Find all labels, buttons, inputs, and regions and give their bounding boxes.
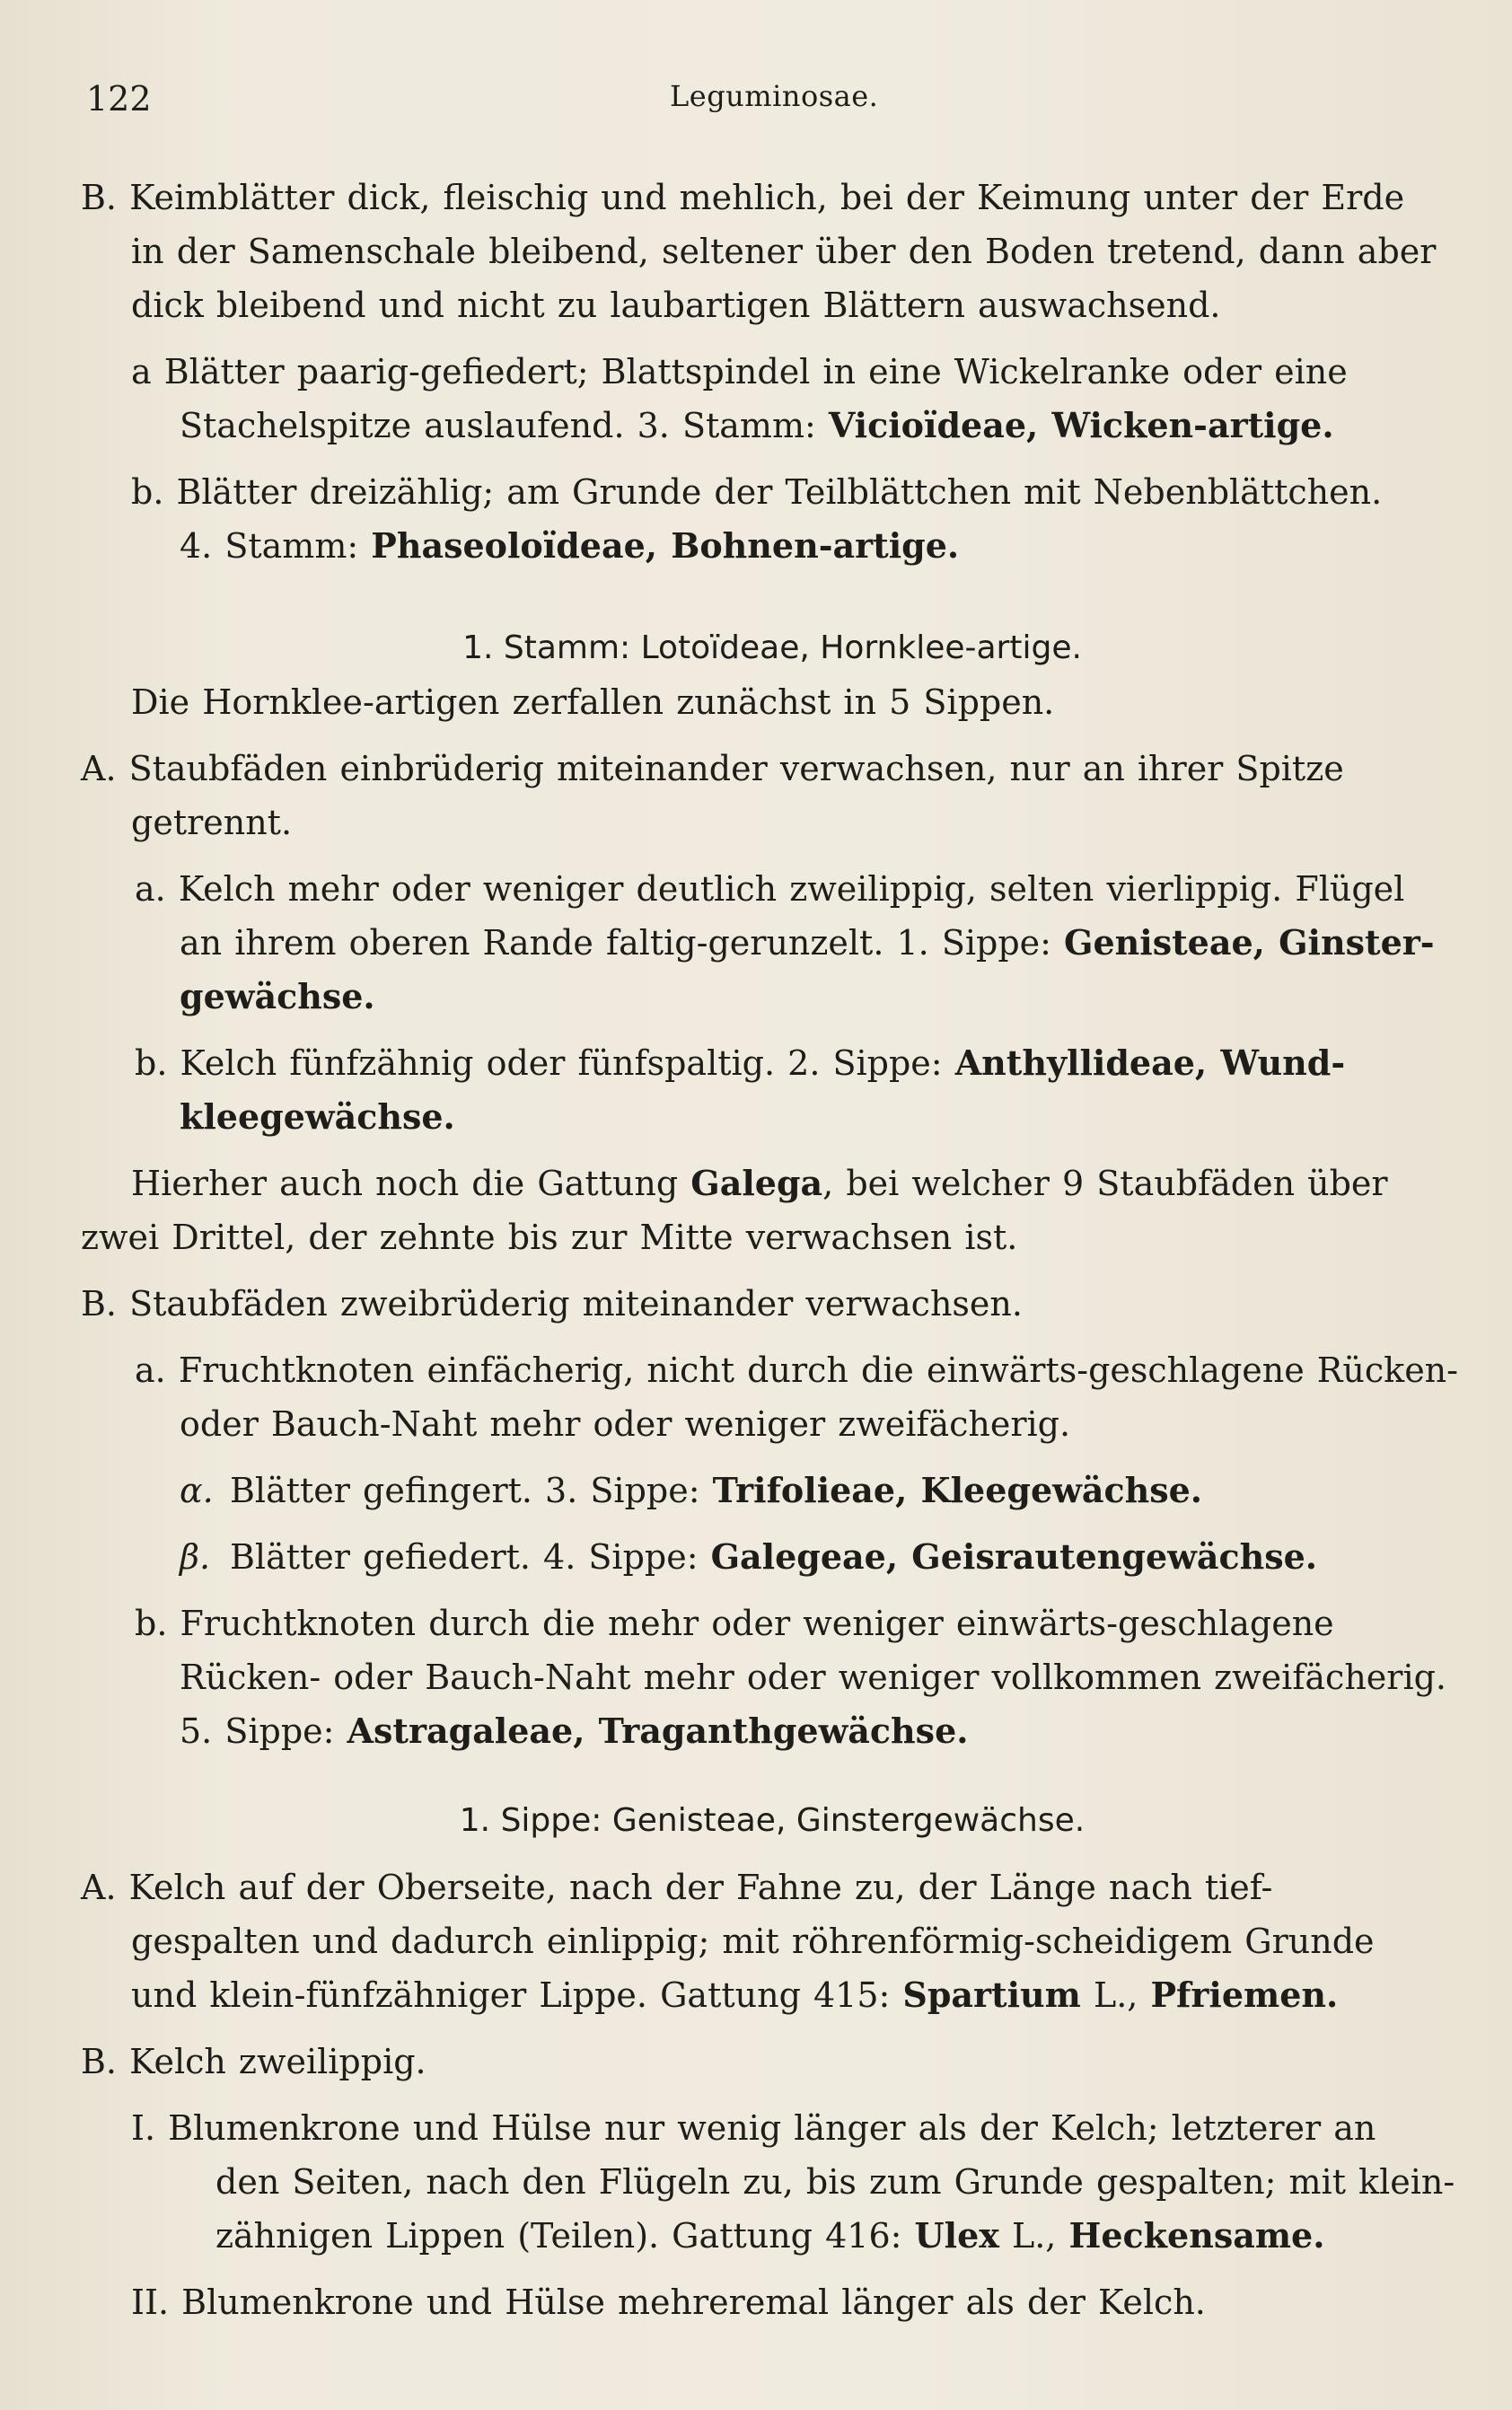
line-text: b. Kelch fünfzähnig oder fünfspaltig. 2. Sippe:: [135, 1043, 955, 1083]
taxon-name: Phaseoloïdeae, Bohnen-artige.: [371, 525, 960, 566]
line-text: zähnigen Lippen (Teilen). Gattung 416:: [215, 2216, 915, 2256]
line-text: Stachelspitze auslaufend. 3. Stamm:: [180, 406, 829, 445]
text-line: [81, 1464, 1464, 1517]
text-line: II. Blumenkrone und Hülse mehreremal länger als der Kelch.: [131, 2282, 1206, 2322]
taxon-name: Galegeae, Geisrautengewächse.: [710, 1536, 1318, 1577]
text-line: [81, 1704, 1464, 1758]
text-line: a Blätter paarig-gefiedert; Blattspindel in eine Wickelranke oder eine: [131, 352, 1348, 391]
text-line: B. Staubfäden zweibrüderig miteinander verwachsen.: [81, 1284, 1023, 1324]
text-line: A. Staubfäden einbrüderig miteinander verwachsen, nur an ihrer Spitze: [81, 749, 1344, 788]
line-text: 5. Sippe:: [180, 1711, 347, 1751]
page-number: 122: [86, 79, 152, 119]
text-line: den Seiten, nach den Flügeln zu, bis zum Grunde gespalten; mit klein-: [215, 2162, 1455, 2202]
line-text: Blätter gefingert. 3. Sippe:: [230, 1471, 713, 1510]
taxon-name: Anthyllideae, Wund-: [954, 1042, 1346, 1083]
taxon-name: kleegewächse.: [180, 1096, 455, 1137]
line-text: , bei welcher 9 Staubfäden über: [822, 1164, 1388, 1203]
line-text: L.,: [1080, 1975, 1151, 2015]
line-text: und klein-fünfzähniger Lippe. Gattung 415:: [131, 1975, 903, 2015]
genus-name: Ulex: [914, 2215, 999, 2256]
common-name: Pfriemen.: [1150, 1975, 1339, 2015]
page-body: [81, 171, 1464, 2329]
section-heading: 1. Sippe: Genisteae, Ginstergewächse.: [459, 1802, 1086, 1839]
text-line: in der Samenschale bleibend, seltener über den Boden tretend, dann aber: [131, 232, 1437, 271]
text-line: [81, 1530, 1464, 1584]
text-line: b. Blätter dreizählig; am Grunde der Teilblättchen mit Nebenblättchen.: [131, 472, 1383, 512]
text-line: [81, 519, 1464, 573]
text-line: [81, 1968, 1464, 2022]
line-text: Blätter gefiedert. 4. Sippe:: [230, 1537, 711, 1577]
taxon-name: Genisteae, Ginster-: [1064, 922, 1435, 963]
taxon-name: Vicioïdeae, Wicken-artige.: [828, 405, 1334, 445]
text-line: Die Hornklee-artigen zerfallen zunächst in 5 Sippen.: [131, 682, 1055, 722]
text-line: B. Keimblätter dick, fleischig und mehlich, bei der Keimung unter der Erde: [81, 178, 1405, 217]
list-label: α.: [180, 1471, 214, 1510]
common-name: Heckensame.: [1068, 2215, 1325, 2256]
line-text: an ihrem oberen Rande faltig-gerunzelt. 1. Sippe:: [180, 923, 1065, 963]
text-line: gespalten und dadurch einlippig; mit röhrenförmig-scheidigem Grunde: [131, 1922, 1375, 1961]
page-header: [86, 79, 1451, 124]
text-line: getrennt.: [131, 803, 293, 842]
text-line: zwei Drittel, der zehnte bis zur Mitte verwachsen ist.: [81, 1218, 1018, 1257]
text-line: oder Bauch-Naht mehr oder weniger zweifächerig.: [180, 1404, 1071, 1444]
line-text: Hierher auch noch die Gattung: [131, 1164, 691, 1203]
text-line: b. Fruchtknoten durch die mehr oder weniger einwärts-geschlagene: [135, 1604, 1334, 1643]
taxon-name: Trifolieae, Kleegewächse.: [712, 1470, 1203, 1510]
running-head: Leguminosae.: [670, 79, 879, 113]
genus-name: Galega: [690, 1163, 823, 1203]
text-line: a. Fruchtknoten einfächerig, nicht durch die einwärts-geschlagene Rücken-: [135, 1350, 1458, 1390]
text-line: [81, 399, 1464, 453]
text-line: [81, 916, 1464, 970]
text-line: I. Blumenkrone und Hülse nur wenig länger als der Kelch; letzterer an: [131, 2108, 1376, 2148]
text-line: [81, 1036, 1464, 1090]
taxon-name: Astragaleae, Traganthgewächse.: [347, 1711, 969, 1751]
line-text: 4. Stamm:: [180, 526, 372, 566]
text-line: A. Kelch auf der Oberseite, nach der Fahne zu, der Länge nach tief-: [81, 1868, 1273, 1907]
taxon-name: gewächse.: [180, 976, 375, 1016]
text-line: a. Kelch mehr oder weniger deutlich zweilippig, selten vierlippig. Flügel: [135, 869, 1405, 909]
text-line: dick bleibend und nicht zu laubartigen Blättern auswachsend.: [131, 286, 1221, 325]
text-line: B. Kelch zweilippig.: [81, 2042, 426, 2081]
line-text: L.,: [998, 2216, 1069, 2256]
text-line: Rücken- oder Bauch-Naht mehr oder weniger vollkommen zweifächerig.: [180, 1658, 1447, 1697]
text-line: [81, 2209, 1464, 2263]
genus-name: Spartium: [902, 1975, 1081, 2015]
section-heading: 1. Stamm: Lotoïdeae, Hornklee-artige.: [462, 629, 1082, 666]
list-label: β.: [180, 1537, 211, 1577]
text-line: [81, 1157, 1464, 1210]
